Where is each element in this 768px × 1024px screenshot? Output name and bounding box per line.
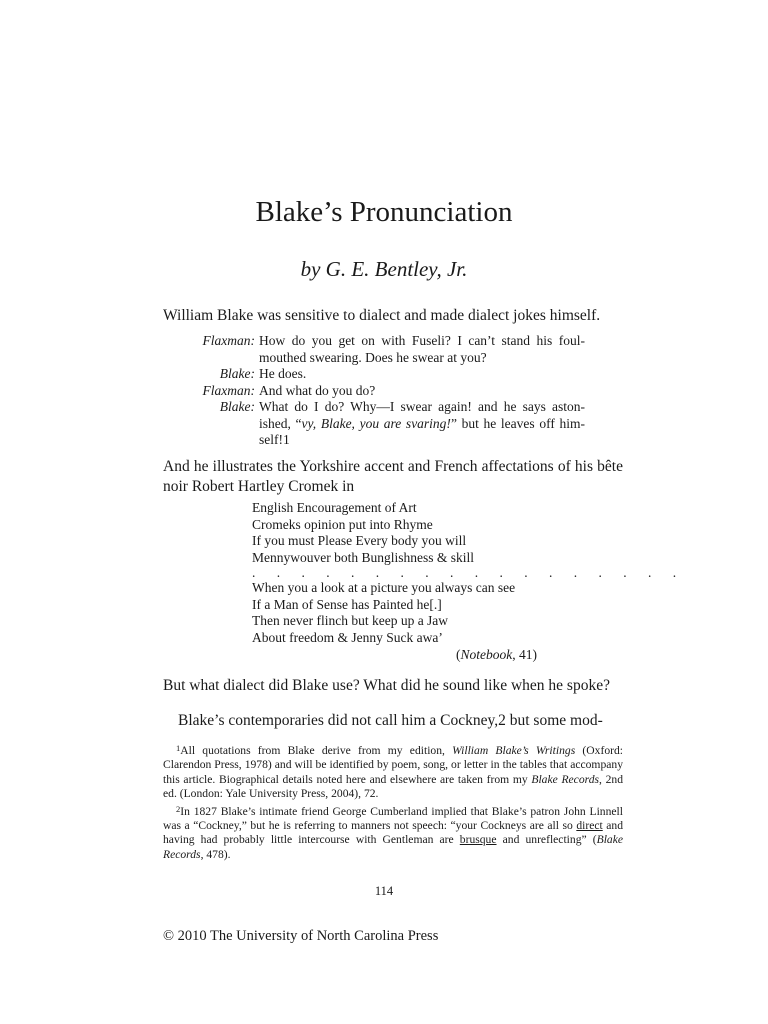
speaker-label: Blake: (219, 399, 255, 414)
article-byline: by G. E. Bentley, Jr. (300, 257, 468, 281)
dialogue-block (200, 333, 585, 449)
footnote-2 (163, 802, 623, 863)
speaker-label: Blake: (219, 366, 255, 381)
body-paragraph: And he illustrates the Yorkshire accent and French affectations of his bête noir Robert Hartley Cromek in (163, 458, 623, 495)
poem-line: About freedom & Jenny Suck awa’ (252, 629, 443, 645)
footnotes (163, 741, 623, 862)
speaker-label: Flaxman: (202, 333, 255, 348)
footnote-text: , 2nd ed. (London: Yale University Press, 2004), 72. (163, 772, 623, 801)
footnote-mark: 2 (176, 803, 181, 814)
book-title: William Blake’s Writings (452, 744, 576, 757)
poem-line: Mennywouver both Bunglishness & skill (252, 549, 474, 565)
dialogue-line (200, 383, 585, 400)
intro-paragraph: William Blake was sensitive to dialect and made dialect jokes himself. (163, 307, 601, 324)
speech-text: And what do you do? (259, 382, 376, 398)
footnote-ref-2[interactable]: 2 (498, 712, 506, 729)
dialogue-line (200, 333, 585, 366)
footnote-text: , 478). (200, 847, 231, 861)
footnote-text: and unreflecting” ( (496, 833, 597, 847)
paragraph-text: Blake’s contemporaries did not call him a Cockney, (178, 712, 499, 729)
citation-rest: , 41) (512, 647, 537, 662)
footnote-text: and having had probably little intercourse with Gentleman are (163, 819, 623, 847)
poem-line: Cromeks opinion put into Rhyme (252, 516, 433, 532)
speech-text (259, 399, 585, 449)
poem-citation (252, 647, 537, 664)
poem-line: Then never flinch but keep up a Jaw (252, 613, 449, 628)
article-title: Blake’s Pronunciation (255, 196, 513, 228)
poem-line: If you must Please Every body you will (252, 533, 467, 548)
poem-block (252, 500, 686, 664)
speech-text: How do you get on with Fuseli? I can’t stand his foul-mouthed swearing. Does he swear at you? (259, 333, 585, 365)
quoted-dialect: vy, Blake, you are svaring! (301, 415, 451, 431)
speech-text: He does. (259, 366, 307, 381)
book-title: Blake Records (163, 833, 624, 861)
footnote-ref-1[interactable]: 1 (283, 432, 290, 447)
poem-line: If a Man of Sense has Painted he[.] (252, 596, 442, 612)
footnote-text: In 1827 Blake’s intimate friend George Cumberland implied that Blake’s patron John Linnell was a “Cockney,” but he is referring to manners not speech: “your Cockneys are all so (163, 804, 623, 833)
underlined-word: brusque (459, 833, 497, 847)
speaker-label: Flaxman: (202, 382, 255, 398)
poem-ellipsis: . . . . . . . . . . . . . . . . . . (252, 565, 686, 580)
paragraph-text: but some mod- (505, 712, 603, 729)
dialogue-line (200, 399, 585, 449)
body-paragraph: But what dialect did Blake use? What did he sound like when he spoke? (163, 677, 610, 694)
book-title: Blake Records (531, 772, 600, 786)
footnote-1 (163, 741, 623, 802)
page-number: 114 (374, 884, 394, 898)
body-paragraph (163, 711, 623, 731)
dialogue-line (200, 366, 585, 383)
citation-open: ( (456, 647, 461, 662)
copyright-notice: © 2010 The University of North Carolina Press (163, 928, 439, 944)
footnote-text: All quotations from Blake derive from my edition, (180, 744, 453, 757)
speech-part: ” but he leaves off him-self! (259, 415, 585, 447)
underlined-word: direct (576, 819, 603, 833)
footnote-text: (Oxford: Clarendon Press, 1978) and will be identified by poem, song, or letter in the tables that accompany this article. Biographical details noted here and elsewhere are taken from my (163, 744, 623, 786)
speech-part: What do I do? Why—I swear again! and he says aston-ished, “ (259, 399, 585, 431)
citation-source: Notebook (460, 647, 513, 662)
poem-line: When you a look at a picture you always can see (252, 580, 516, 595)
footnote-mark: 1 (176, 743, 181, 753)
poem-line: English Encouragement of Art (252, 500, 417, 515)
